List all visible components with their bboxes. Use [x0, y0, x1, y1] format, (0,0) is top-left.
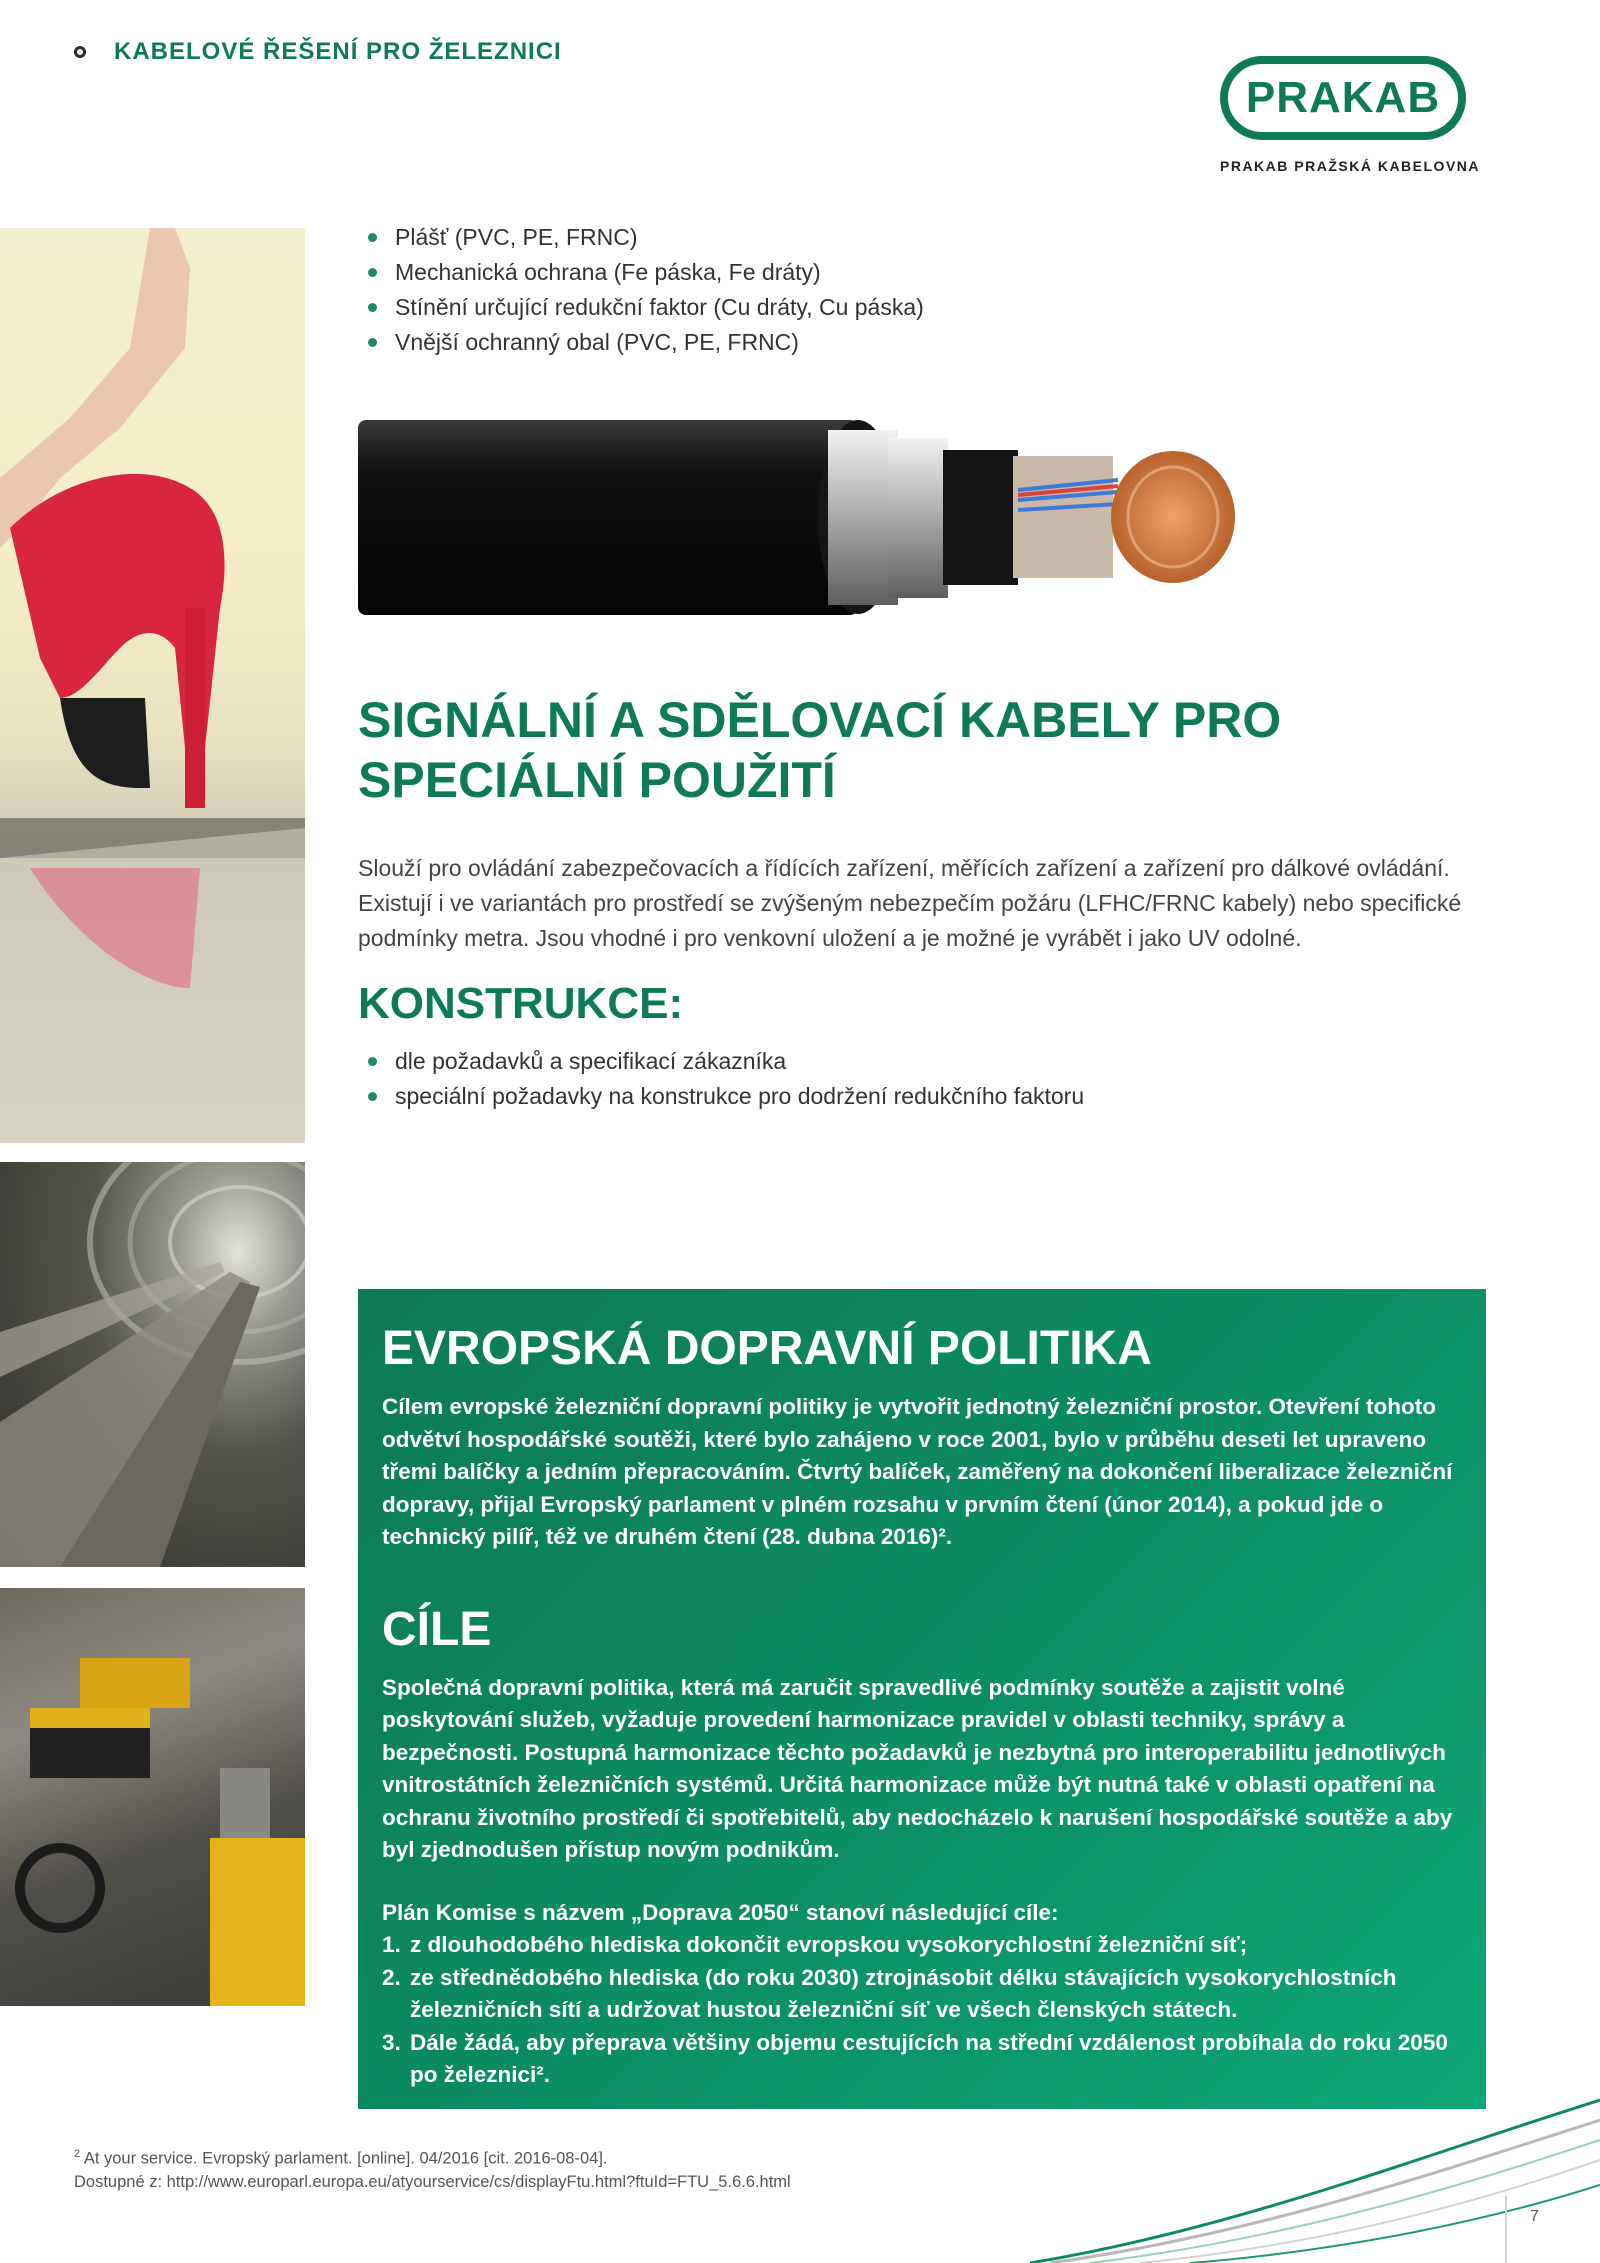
list-item: dle požadavků a specifikací zákazníka [368, 1044, 1084, 1079]
list-item: Vnější ochranný obal (PVC, PE, FRNC) [368, 325, 924, 360]
plan-intro: Plán Komise s názvem „Doprava 2050“ stanoví následující cíle: [382, 1899, 1059, 1925]
goal-text: z dlouhodobého hlediska dokončit evropskou vysokorychlostní železniční síť; [410, 1932, 1248, 1957]
goal-item [382, 1929, 1462, 1962]
eu-policy-paragraph: Cílem evropské železniční dopravní politiky je vytvořit jednotný železniční prostor. Otevření tohoto odvětví hospodářské soutěži, které bylo zahájeno v roce 2001, bylo v průběhu deseti let upraveno třemi balíčky a jedním přepracováním. Čtvrtý balíček, zaměřený na dokončení liberalizace železniční dopravy, přijal Evropský parlament v plném rozsahu v prvním čtení (únor 2014), a pokud jde o technický pilíř, též ve druhém čtení (28. dubna 2016)². [382, 1394, 1453, 1549]
signal-cables-title: SIGNÁLNÍ A SDĚLOVACÍ KABELY PRO SPECIÁLNÍ POUŽITÍ [358, 692, 1282, 808]
eu-policy-title: EVROPSKÁ DOPRAVNÍ POLITIKA [382, 1322, 1152, 1375]
footnote-citation: At your service. Evropský parlament. [online]. 04/2016 [cit. 2016-08-04]. [83, 2149, 608, 2168]
list-item: Plášť (PVC, PE, FRNC) [368, 220, 924, 255]
goal-item [382, 1962, 1462, 2027]
page-header [74, 38, 562, 66]
cile-title: CÍLE [382, 1602, 492, 1656]
goals-list [382, 1929, 1462, 2092]
ring-bullet-icon [74, 46, 86, 58]
header-title: KABELOVÉ ŘEŠENÍ PRO ŽELEZNICI [114, 38, 562, 65]
logo-wordmark: PRAKAB [1245, 73, 1441, 122]
decorative-cable-swoosh [1030, 2080, 1600, 2263]
konstrukce-title: KONSTRUKCE: [358, 979, 684, 1028]
goal-text: Dále žádá, aby přeprava většiny objemu cestujících na střední vzdálenost probíhala do roku 2050 po železnici². [410, 2029, 1448, 2087]
list-item: Mechanická ochrana (Fe páska, Fe dráty) [368, 255, 924, 290]
prakab-logo [1220, 56, 1480, 174]
signal-cables-body: Slouží pro ovládání zabezpečovacích a řídících zařízení, měřících zařízení a zařízení pro dálkové ovládání. Existují i ve variantách pro prostředí se zvýšeným nebezpečím požáru (LFHC/FRNC kabely) nebo specifické podmínky metra. Jsou vhodné i pro venkovní uložení a je možné je vyrábět i jako UV odolné. [358, 855, 1462, 951]
eu-transport-policy-box [358, 1289, 1486, 2109]
page-number: 7 [1530, 2208, 1539, 2225]
goal-text: ze střednědobého hlediska (do roku 2030) ztrojnásobit délku stávajících vysokorychlostních železničních sítí a udržovat hustou železniční síť ve všech členských státech. [410, 1964, 1397, 2022]
footnote-marker: 2 [74, 2148, 81, 2160]
logo-badge [1220, 56, 1466, 140]
high-heel-rail-photo [0, 228, 305, 1143]
goal-number: 1. [382, 1932, 401, 1957]
footnote-line-1 [74, 2143, 791, 2171]
konstrukce-list [368, 1044, 1084, 1114]
trackside-equipment-photo [0, 1588, 305, 2006]
page-number-divider [1505, 2196, 1507, 2263]
list-item: Stínění určující redukční faktor (Cu dráty, Cu páska) [368, 290, 924, 325]
rail-tunnel-photo [0, 1162, 305, 1567]
goal-number: 2. [382, 1964, 401, 1990]
footnote [74, 2143, 791, 2194]
footnote-line-2: Dostupné z: http://www.europarl.europa.eu/atyourservice/cs/displayFtu.html?ftuId=FTU_5.6.6.html [74, 2172, 791, 2191]
construction-layers-list [368, 220, 924, 360]
goal-number: 3. [382, 2029, 401, 2055]
cile-paragraph: Společná dopravní politika, která má zaručit spravedlivé podmínky soutěže a zajistit volné poskytování služeb, vyžaduje provedení harmonizace pravidel v oblasti techniky, správy a bezpečnosti. Postupná harmonizace těchto požadavků je nezbytná pro interoperabilitu jednotlivých vnitrostátních železničních systémů. Určitá harmonizace může být nutná také v oblasti opatření na ochranu životního prostředí či spotřebitelů, aby nedocházelo k narušení hospodářské soutěže a aby byl zjednodušen přístup novým podnikům. [382, 1674, 1453, 1862]
list-item: speciální požadavky na konstrukce pro dodržení redukčního faktoru [368, 1079, 1084, 1114]
logo-subtitle: PRAKAB PRAŽSKÁ KABELOVNA [1220, 158, 1481, 174]
cable-cross-section-image [358, 400, 1298, 620]
